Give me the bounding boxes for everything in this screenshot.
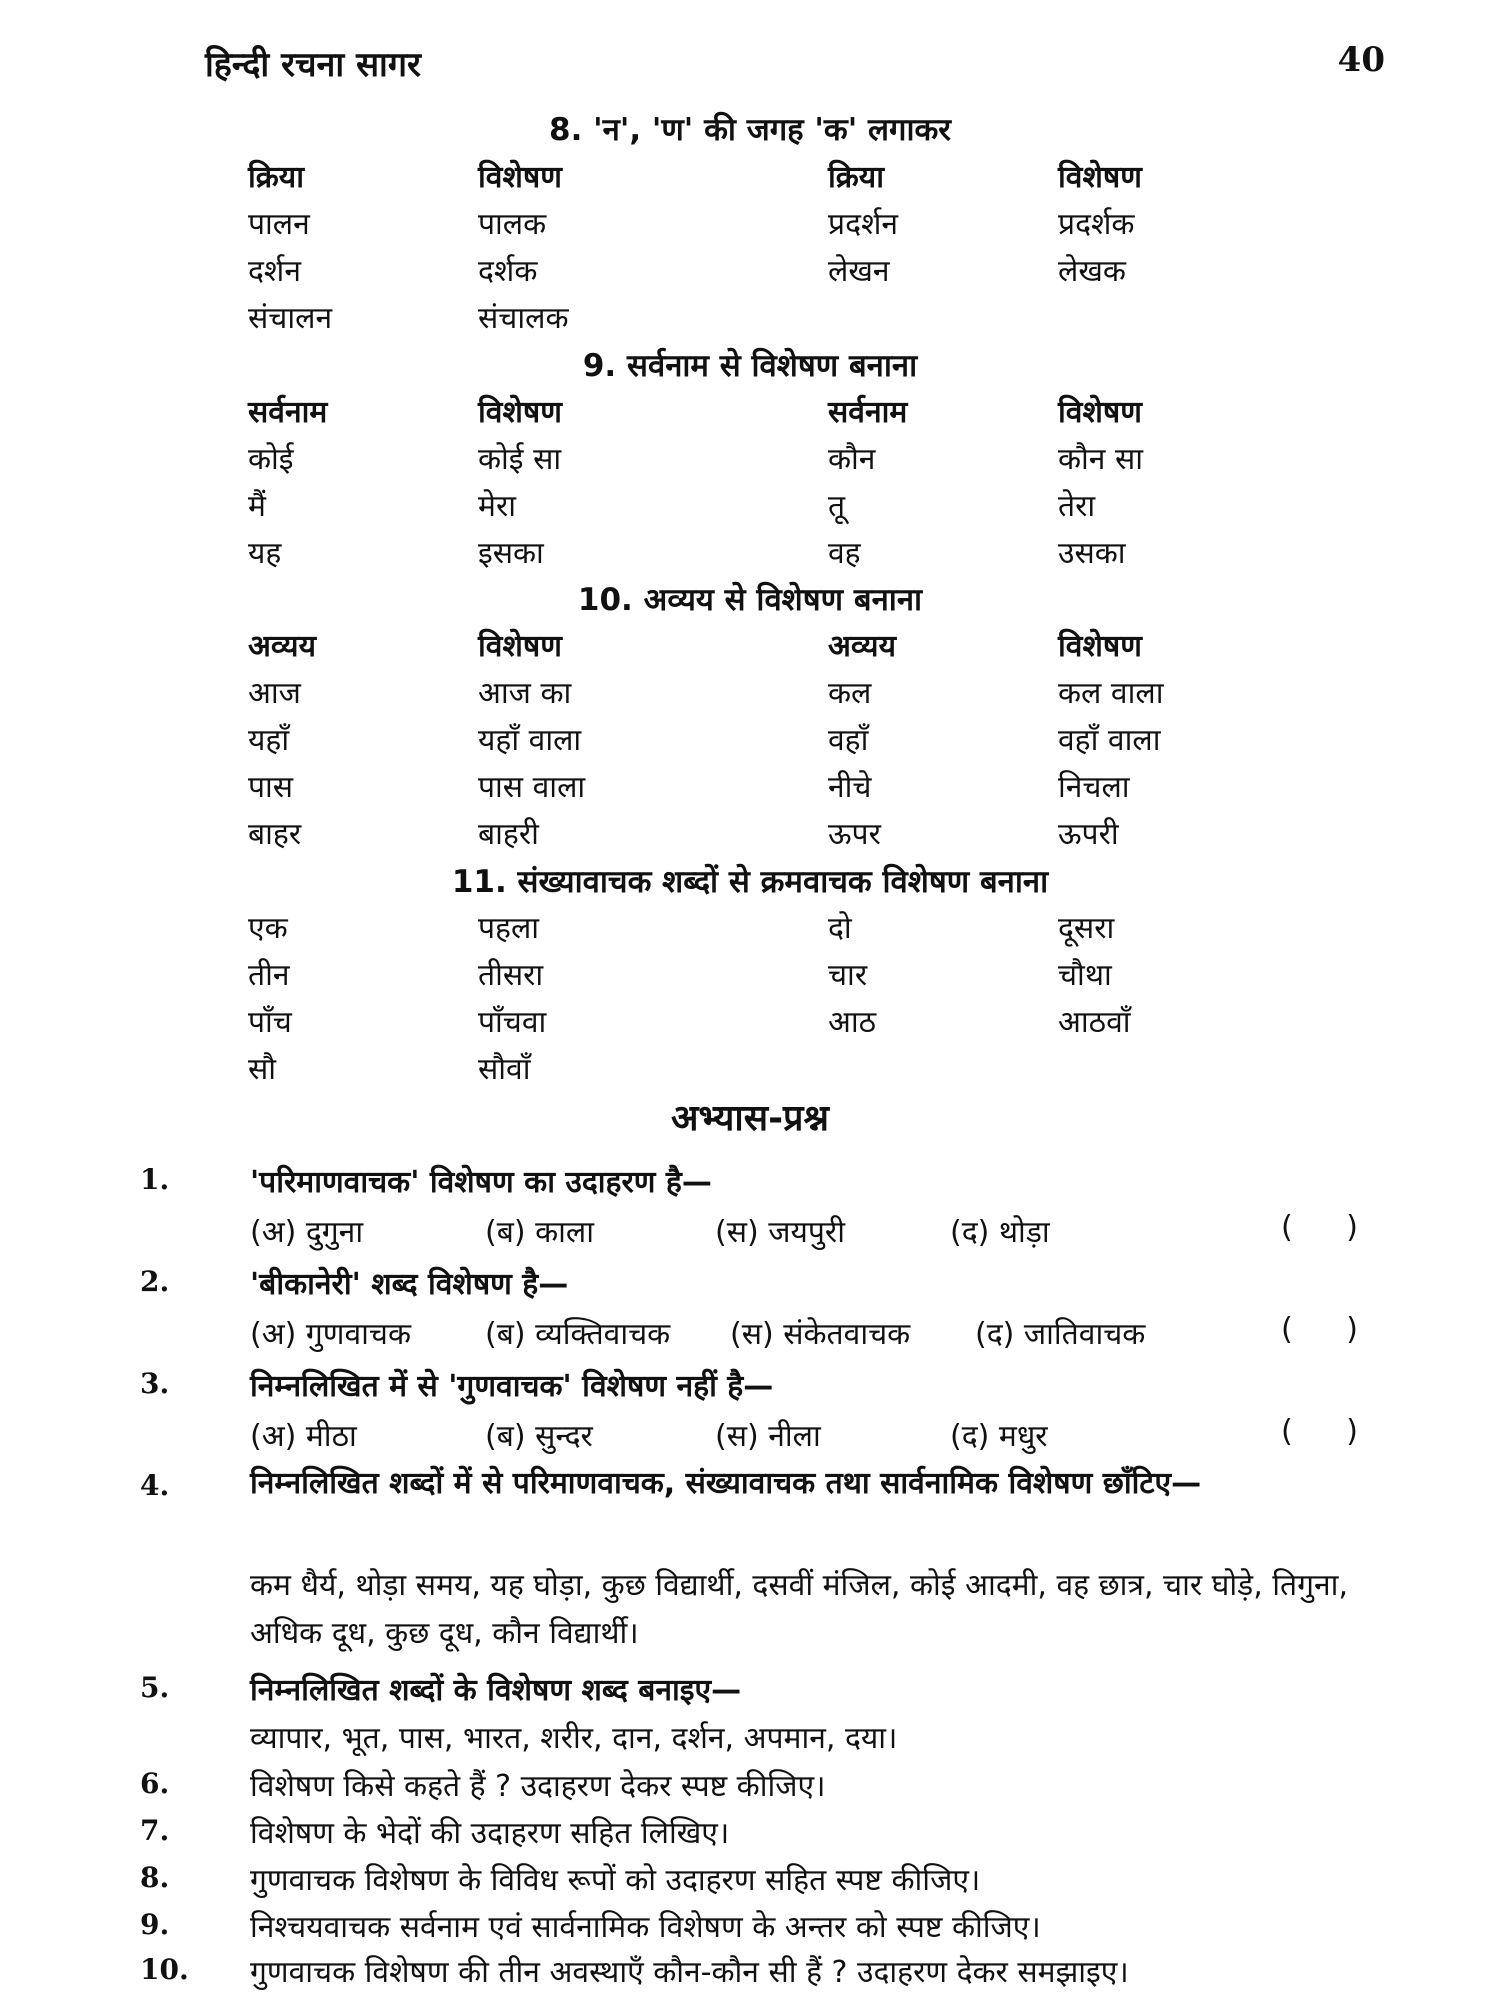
column-header: विशेषण bbox=[478, 395, 562, 430]
column-header: विशेषण bbox=[1058, 629, 1142, 664]
section-8-heading: 8. 'न', 'ण' की जगह 'क' लगाकर bbox=[549, 112, 951, 148]
table-cell: मैं bbox=[248, 489, 266, 524]
table-cell: दर्शक bbox=[478, 254, 538, 289]
option: (अ) मीठा bbox=[250, 1419, 357, 1454]
table-cell: मेरा bbox=[478, 489, 516, 524]
question-text: निम्नलिखित में से 'गुणवाचक' विशेषण नहीं है— bbox=[250, 1369, 774, 1404]
column-header: अव्यय bbox=[828, 629, 896, 664]
table-cell: यहाँ वाला bbox=[478, 723, 582, 758]
column-header: सर्वनाम bbox=[828, 395, 908, 430]
answer-bracket: ( ) bbox=[1281, 1414, 1380, 1449]
table-cell: एक bbox=[248, 911, 288, 946]
option: (स) संकेतवाचक bbox=[730, 1317, 911, 1352]
table-cell: कोई bbox=[248, 442, 294, 477]
table-cell: तीन bbox=[248, 958, 290, 993]
table-cell: कौन सा bbox=[1058, 442, 1144, 477]
question-text: विशेषण किसे कहते हैं ? उदाहरण देकर स्पष्ट कीजिए। bbox=[250, 1769, 826, 1804]
table-header-row bbox=[248, 624, 1248, 671]
table-cell: आज का bbox=[478, 676, 572, 711]
question-number: 5. bbox=[140, 1671, 170, 1704]
question-text: विशेषण के भेदों की उदाहरण सहित लिखिए। bbox=[250, 1816, 730, 1851]
table-row bbox=[248, 484, 1248, 531]
table-header-row bbox=[248, 155, 1248, 202]
table-row bbox=[248, 437, 1248, 484]
question-number: 4. bbox=[140, 1469, 170, 1502]
table-cell: कल वाला bbox=[1058, 676, 1164, 711]
column-header: क्रिया bbox=[248, 160, 304, 195]
table-cell: पाँच bbox=[248, 1005, 292, 1040]
table-cell: आठवाँ bbox=[1058, 1005, 1131, 1040]
question-number: 8. bbox=[140, 1861, 170, 1894]
option: (द) जातिवाचक bbox=[975, 1317, 1146, 1352]
table-row bbox=[248, 202, 1248, 249]
table-cell: दूसरा bbox=[1058, 911, 1115, 946]
question-number: 2. bbox=[140, 1265, 170, 1298]
table-cell: वहाँ bbox=[828, 723, 869, 758]
column-header: सर्वनाम bbox=[248, 395, 328, 430]
page-number: 40 bbox=[1337, 40, 1385, 80]
table-cell: आठ bbox=[828, 1005, 877, 1040]
question-text: गुणवाचक विशेषण की तीन अवस्थाएँ कौन-कौन सी हैं ? उदाहरण देकर समझाइए। bbox=[250, 1955, 1129, 1990]
table-cell: पास वाला bbox=[478, 770, 586, 805]
table-cell: नीचे bbox=[828, 770, 872, 805]
column-header: विशेषण bbox=[1058, 395, 1142, 430]
question-body: कम धैर्य, थोड़ा समय, यह घोड़ा, कुछ विद्यार्थी, दसवीं मंजिल, कोई आदमी, वह छात्र, चार घोड़े, तिगुना, अधिक दूध, कुछ दूध, कौन विद्यार्थी। bbox=[250, 1568, 1348, 1651]
section-10-table bbox=[248, 624, 1248, 859]
table-row bbox=[248, 812, 1248, 859]
table-cell: बाहर bbox=[248, 817, 302, 852]
book-title: हिन्दी रचना सागर bbox=[205, 45, 421, 85]
page-header bbox=[205, 40, 1385, 90]
table-cell: ऊपर bbox=[828, 817, 881, 852]
table-header-row bbox=[248, 390, 1248, 437]
option: (द) थोड़ा bbox=[950, 1215, 1050, 1250]
table-cell: प्रदर्शक bbox=[1058, 207, 1135, 242]
table-row bbox=[248, 906, 1248, 953]
table-cell: आज bbox=[248, 676, 301, 711]
table-row bbox=[248, 1000, 1248, 1047]
table-row bbox=[248, 718, 1248, 765]
table-row bbox=[248, 296, 1248, 343]
question-number: 6. bbox=[140, 1767, 170, 1800]
option: (ब) व्यक्तिवाचक bbox=[485, 1317, 671, 1352]
column-header: क्रिया bbox=[828, 160, 884, 195]
answer-bracket: ( ) bbox=[1281, 1210, 1380, 1245]
option: (अ) दुगुना bbox=[250, 1215, 364, 1250]
question-number: 10. bbox=[140, 1953, 189, 1986]
table-cell: लेखन bbox=[828, 254, 890, 289]
table-cell: कल bbox=[828, 676, 872, 711]
table-cell: यहाँ bbox=[248, 723, 290, 758]
table-row bbox=[248, 671, 1248, 718]
table-cell: वहाँ वाला bbox=[1058, 723, 1161, 758]
table-cell: प्रदर्शन bbox=[828, 207, 899, 242]
table-cell: सौ bbox=[248, 1052, 277, 1087]
table-row bbox=[248, 953, 1248, 1000]
question-text: निम्नलिखित शब्दों में से परिमाणवाचक, संख्यावाचक तथा सार्वनामिक विशेषण छाँटिए— bbox=[250, 1466, 1202, 1501]
table-cell: दर्शन bbox=[248, 254, 301, 289]
question-number: 7. bbox=[140, 1814, 170, 1847]
table-cell: लेखक bbox=[1058, 254, 1126, 289]
table-cell: चार bbox=[828, 958, 868, 993]
table-cell: पाँचवा bbox=[478, 1005, 547, 1040]
table-cell: पास bbox=[248, 770, 294, 805]
table-cell: सौवाँ bbox=[478, 1052, 531, 1087]
section-9-table bbox=[248, 390, 1248, 578]
table-row bbox=[248, 249, 1248, 296]
table-cell: यह bbox=[248, 536, 282, 571]
question-number: 1. bbox=[140, 1163, 170, 1196]
question-body: व्यापार, भूत, पास, भारत, शरीर, दान, दर्शन, अपमान, दया। bbox=[250, 1721, 898, 1756]
question-text: निश्चयवाचक सर्वनाम एवं सार्वनामिक विशेषण के अन्तर को स्पष्ट कीजिए। bbox=[250, 1910, 1041, 1945]
column-header: विशेषण bbox=[478, 629, 562, 664]
section-11-heading: 11. संख्यावाचक शब्दों से क्रमवाचक विशेषण बनाना bbox=[451, 864, 1049, 900]
table-cell: वह bbox=[828, 536, 861, 571]
answer-bracket: ( ) bbox=[1281, 1312, 1380, 1347]
option: (स) नीला bbox=[715, 1419, 821, 1454]
section-8-table bbox=[248, 155, 1248, 343]
table-cell: उसका bbox=[1058, 536, 1126, 571]
table-cell: कौन bbox=[828, 442, 876, 477]
table-cell: संचालक bbox=[478, 301, 569, 336]
column-header: अव्यय bbox=[248, 629, 316, 664]
table-cell: तेरा bbox=[1058, 489, 1096, 524]
table-cell: ऊपरी bbox=[1058, 817, 1119, 852]
table-cell: निचला bbox=[1058, 770, 1130, 805]
column-header: विशेषण bbox=[478, 160, 562, 195]
section-11-table bbox=[248, 906, 1248, 1094]
table-cell: संचालन bbox=[248, 301, 333, 336]
table-cell: इसका bbox=[478, 536, 544, 571]
table-row bbox=[248, 765, 1248, 812]
section-9-heading: 9. सर्वनाम से विशेषण बनाना bbox=[582, 348, 918, 384]
question-text: 'बीकानेरी' शब्द विशेषण है— bbox=[250, 1267, 569, 1302]
option: (अ) गुणवाचक bbox=[250, 1317, 411, 1352]
table-cell: तू bbox=[828, 489, 846, 524]
section-10-heading: 10. अव्यय से विशेषण बनाना bbox=[577, 582, 923, 618]
table-cell: पालक bbox=[478, 207, 547, 242]
question-number: 3. bbox=[140, 1367, 170, 1400]
table-row bbox=[248, 1047, 1248, 1094]
table-cell: कोई सा bbox=[478, 442, 562, 477]
table-cell: पहला bbox=[478, 911, 540, 946]
table-cell: बाहरी bbox=[478, 817, 539, 852]
table-cell: दो bbox=[828, 911, 852, 946]
option: (स) जयपुरी bbox=[715, 1215, 845, 1250]
table-cell: पालन bbox=[248, 207, 310, 242]
table-cell: चौथा bbox=[1058, 958, 1112, 993]
option: (ब) सुन्दर bbox=[485, 1419, 593, 1454]
table-cell: तीसरा bbox=[478, 958, 544, 993]
option: (द) मधुर bbox=[950, 1419, 1048, 1454]
question-text: गुणवाचक विशेषण के विविध रूपों को उदाहरण सहित स्पष्ट कीजिए। bbox=[250, 1863, 981, 1898]
table-row bbox=[248, 531, 1248, 578]
option: (ब) काला bbox=[485, 1215, 594, 1250]
question-text: निम्नलिखित शब्दों के विशेषण शब्द बनाइए— bbox=[250, 1673, 742, 1708]
exercise-title: अभ्यास-प्रश्न bbox=[671, 1098, 829, 1139]
question-text: 'परिमाणवाचक' विशेषण का उदाहरण है— bbox=[250, 1165, 712, 1200]
question-number: 9. bbox=[140, 1908, 170, 1941]
column-header: विशेषण bbox=[1058, 160, 1142, 195]
